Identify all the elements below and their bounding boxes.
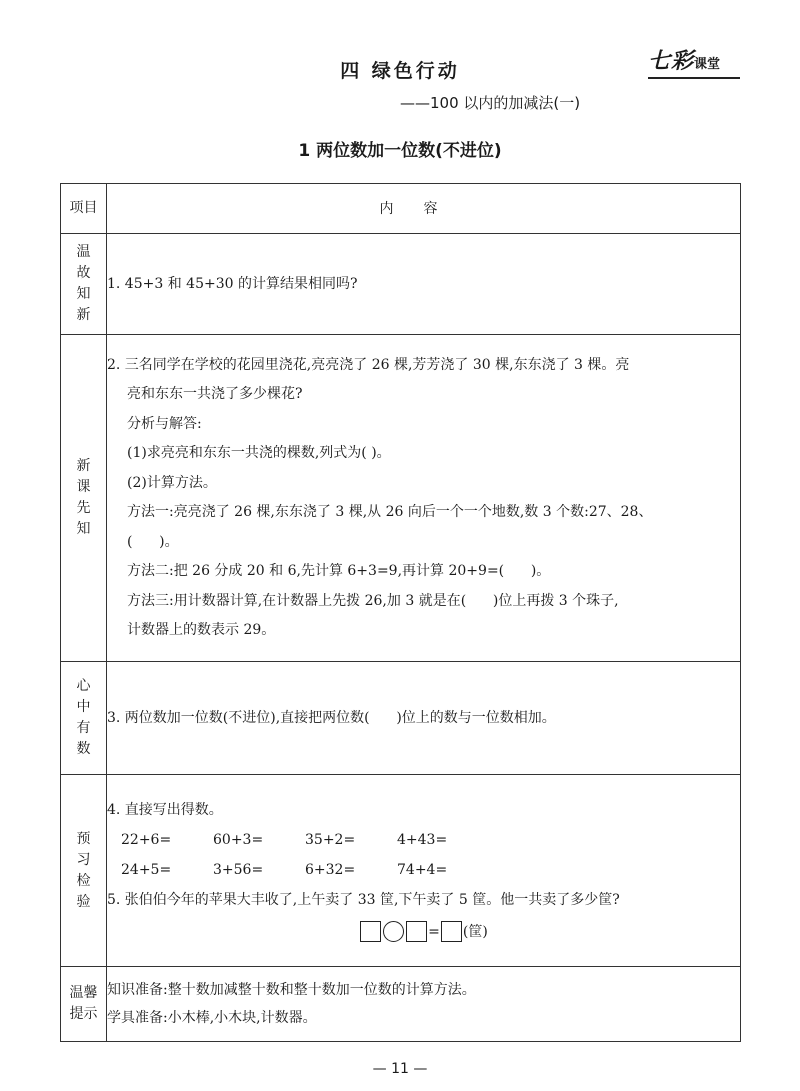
page-number: — 11 — <box>372 1061 428 1077</box>
summary-label: 心中有数 <box>76 678 91 757</box>
review-content-cell <box>107 234 741 335</box>
preview-label: 预习检验 <box>76 830 91 910</box>
calc-item: 4+43= <box>397 831 448 848</box>
review-row <box>61 234 741 335</box>
tips-label-cell <box>61 967 107 1042</box>
question-2-line-2: 亮和东东一共浇了多少棵花? <box>127 386 303 402</box>
calc-item: 22+6= <box>121 831 172 848</box>
question-2-line-1: 2. 三名同学在学校的花园里浇花,亮亮浇了 26 棵,芳芳浇了 30 棵,东东浇了 3 棵。亮 <box>107 356 630 373</box>
calc-row-1 <box>107 825 740 855</box>
new-lesson-content-cell <box>107 335 741 662</box>
answer-equation <box>107 917 740 947</box>
preview-label-cell <box>61 775 107 967</box>
unit-title: 四 绿色行动 <box>340 60 460 82</box>
answer-box-2[interactable] <box>406 921 427 942</box>
question-4: 4. 直接写出得数。 <box>107 801 223 818</box>
method-1-line-2: ( )。 <box>127 533 179 550</box>
calc-item: 35+2= <box>305 831 356 848</box>
calc-item: 74+4= <box>397 861 448 878</box>
question-3: 3. 两位数加一位数(不进位),直接把两位数( )位上的数与一位数相加。 <box>107 710 556 726</box>
logo-brand: 七彩 <box>648 49 695 74</box>
tip-knowledge: 知识准备:整十数加减整十数和整十数加一位数的计算方法。 <box>107 982 476 998</box>
preview-content-cell <box>107 775 741 967</box>
analysis-heading: 分析与解答: <box>127 415 202 432</box>
answer-box-1[interactable] <box>360 921 381 942</box>
calc-item: 6+32= <box>305 861 356 878</box>
table-header-row <box>61 184 741 234</box>
method-1-line-1: 方法一:亮亮浇了 26 棵,东东浇了 3 棵,从 26 向后一个一个地数,数 3 个数:27、28、 <box>127 504 653 520</box>
lesson-title: 1 两位数加一位数(不进位) <box>298 141 502 161</box>
answer-box-result[interactable] <box>441 921 462 942</box>
header-label-cell <box>61 184 107 234</box>
tips-row <box>61 967 741 1042</box>
operator-circle[interactable] <box>383 921 404 942</box>
summary-row <box>61 662 741 775</box>
new-lesson-label: 新课先知 <box>76 458 91 537</box>
question-1: 1. 45+3 和 45+30 的计算结果相同吗? <box>107 276 358 292</box>
calc-item: 3+56= <box>213 861 264 878</box>
worksheet-table <box>60 183 741 1042</box>
review-label: 温故知新 <box>76 244 91 323</box>
header-content: 内容 <box>379 200 468 217</box>
question-5: 5. 张伯伯今年的苹果大丰收了,上午卖了 33 筐,下午卖了 5 筐。他一共卖了多少筐? <box>107 891 620 908</box>
analysis-step-1: (1)求亮亮和东东一共浇的棵数,列式为( )。 <box>127 445 391 461</box>
header-content-cell <box>107 184 741 234</box>
logo-sub: 课堂 <box>694 57 721 72</box>
analysis-step-2: (2)计算方法。 <box>127 474 217 491</box>
tips-content-cell <box>107 967 741 1042</box>
calc-item: 24+5= <box>121 861 172 878</box>
header-label: 项目 <box>69 200 98 216</box>
new-lesson-label-cell <box>61 335 107 662</box>
calc-item: 60+3= <box>213 831 264 848</box>
preview-row <box>61 775 741 967</box>
review-label-cell <box>61 234 107 335</box>
tip-tools: 学具准备:小木棒,小木块,计数器。 <box>107 1010 317 1026</box>
tips-label: 温馨提示 <box>69 985 98 1022</box>
method-3-line-1: 方法三:用计数器计算,在计数器上先拨 26,加 3 就是在( )位上再拨 3 个珠子, <box>127 592 619 609</box>
summary-label-cell <box>61 662 107 775</box>
method-2: 方法二:把 26 分成 20 和 6,先计算 6+3=9,再计算 20+9=( )。 <box>127 563 551 579</box>
equals-sign: = <box>428 923 440 940</box>
unit-subtitle: ——100 以内的加减法(一) <box>400 94 581 112</box>
answer-unit: (筐) <box>462 923 488 940</box>
method-3-line-2: 计数器上的数表示 29。 <box>127 622 276 638</box>
new-lesson-row <box>61 335 741 662</box>
summary-content-cell <box>107 662 741 775</box>
calc-row-2 <box>107 855 740 885</box>
